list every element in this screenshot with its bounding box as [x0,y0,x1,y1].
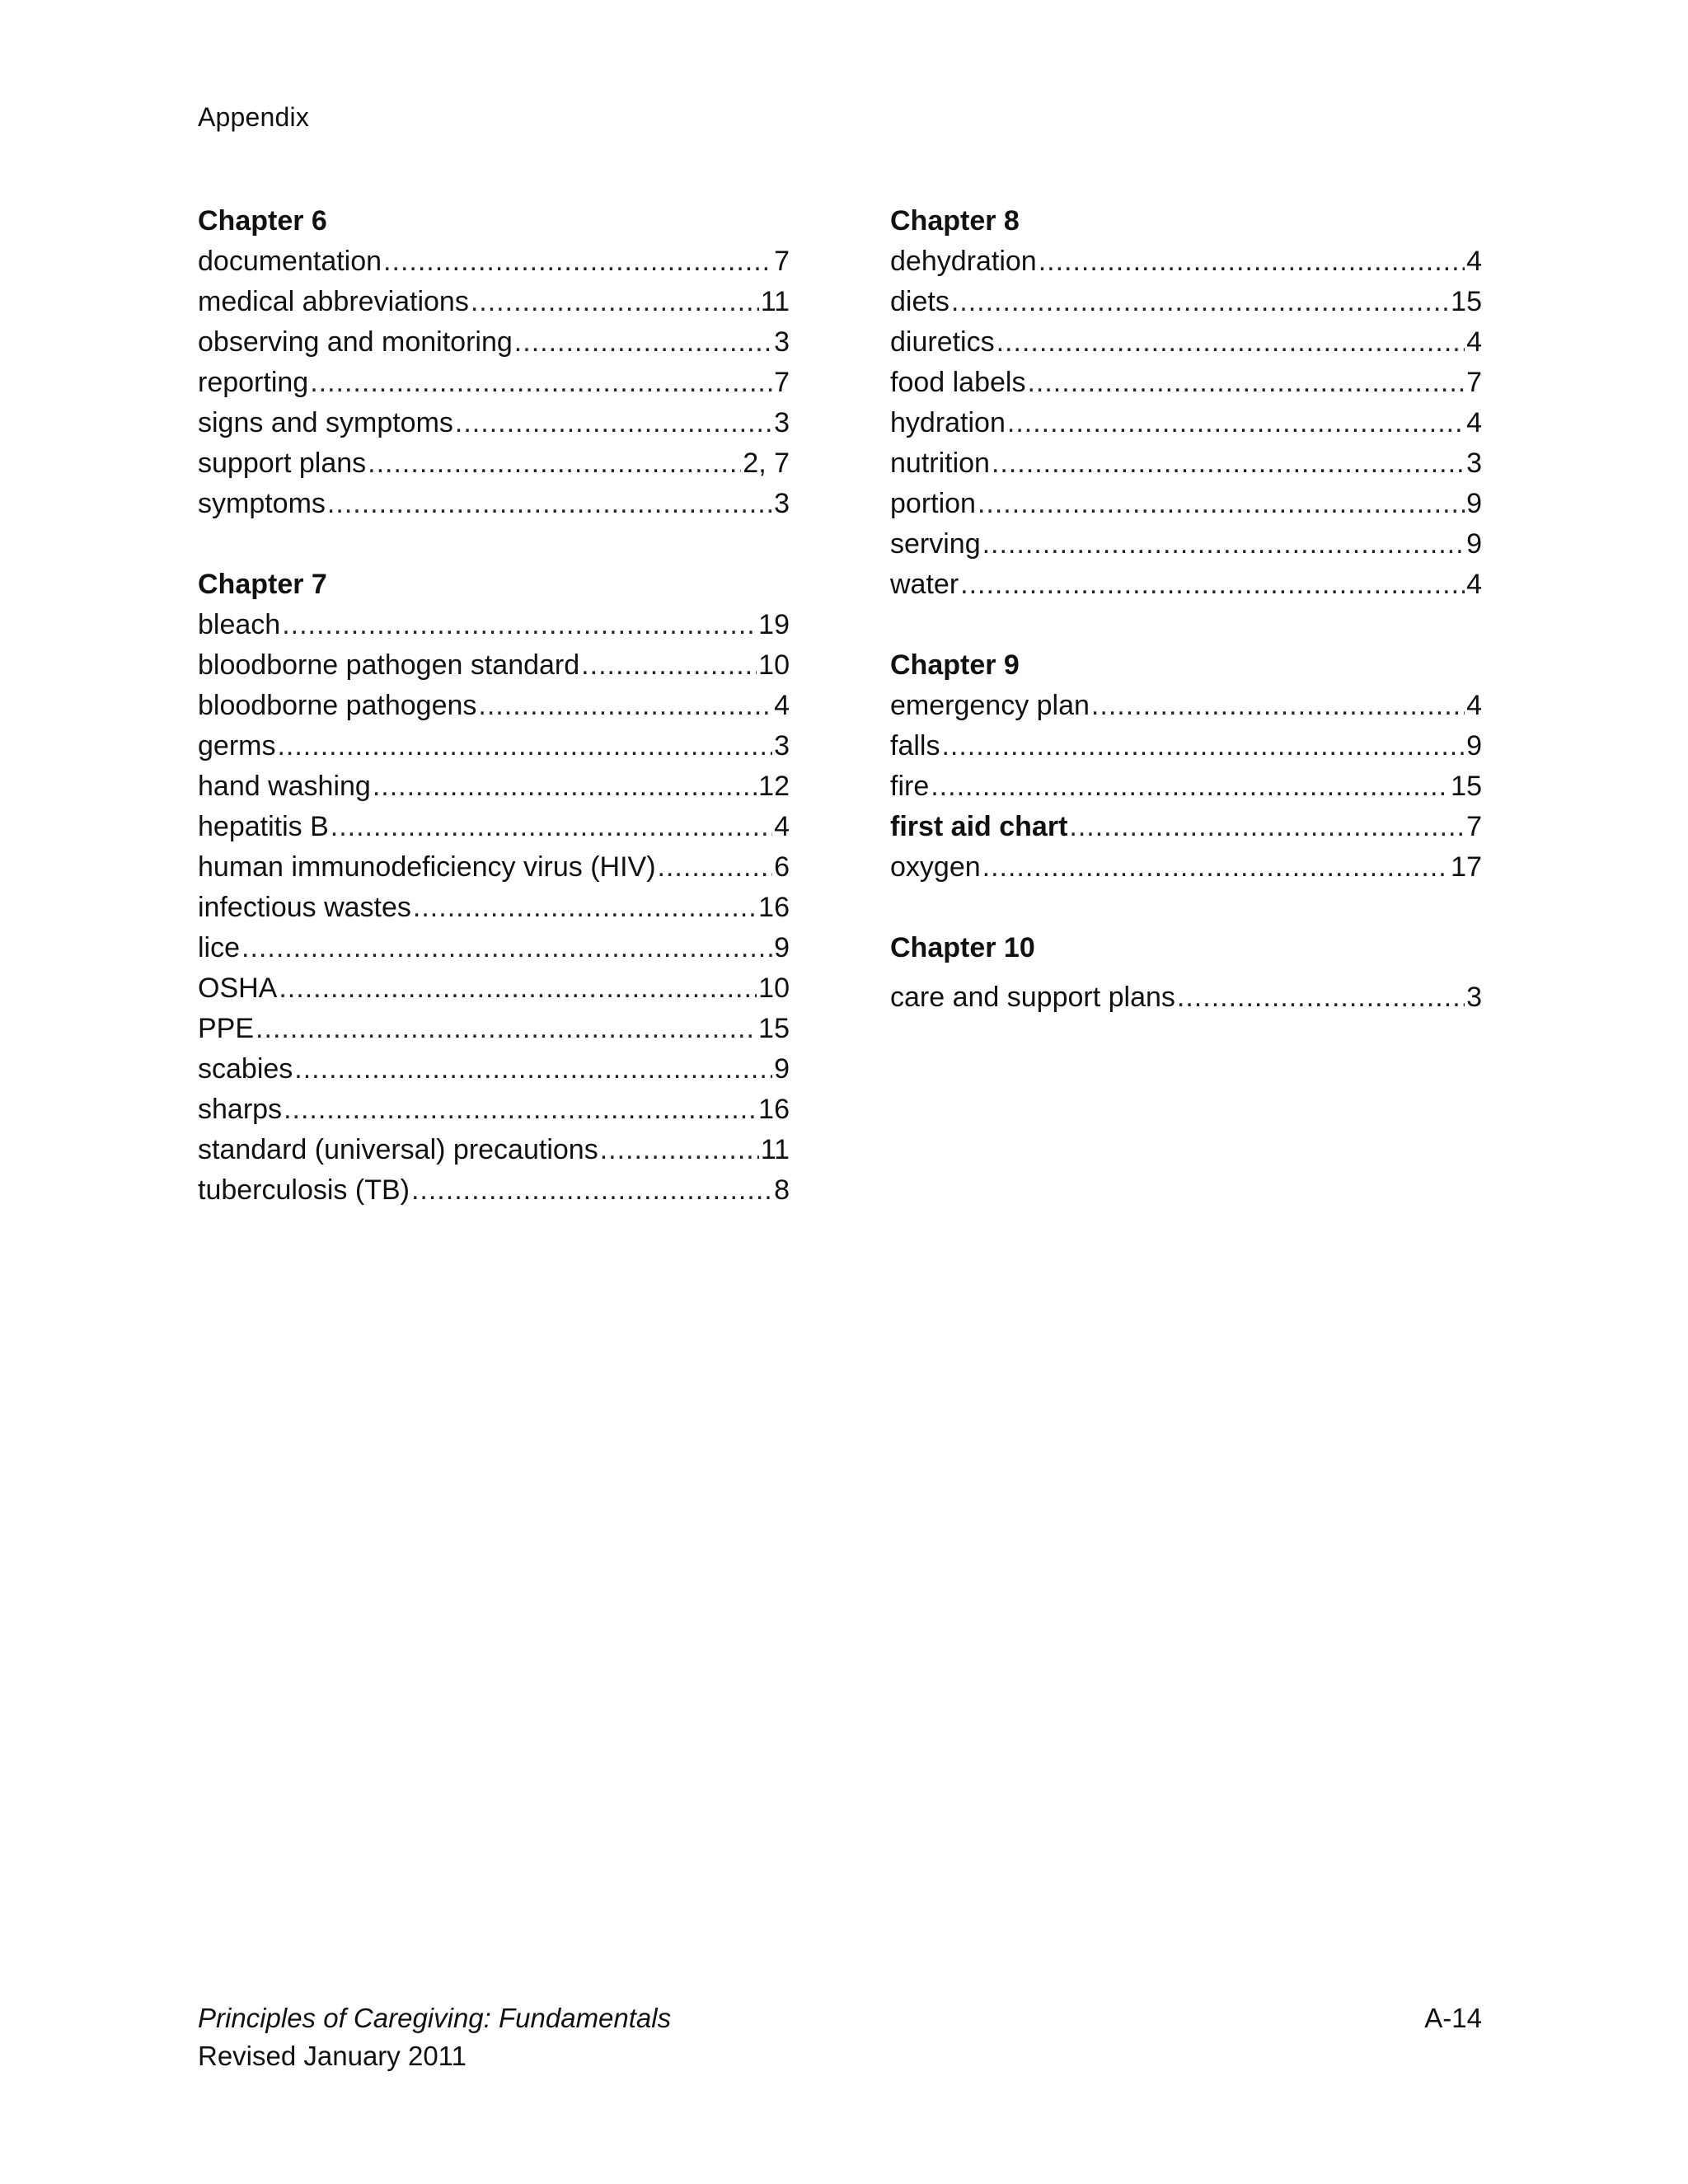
page-ref: 15 [1451,286,1482,317]
index-term: symptoms [198,488,326,519]
index-entry [890,686,1482,726]
dot-leader [331,807,772,847]
dot-leader [1069,807,1465,847]
section-heading: Chapter 6 [198,205,327,237]
dot-leader [581,645,757,686]
dot-leader [1177,977,1465,1018]
page-ref: 7 [774,367,790,398]
dot-leader [992,443,1465,484]
page-ref: 9 [1466,528,1482,560]
index-entry [198,645,790,686]
page-ref: 4 [1466,246,1482,277]
index-term: nutrition [890,448,990,479]
index-entry [890,807,1482,847]
index-section-chapter-6 [198,201,790,524]
index-term: hand washing [198,771,371,802]
dot-leader [413,888,757,928]
index-entry [890,443,1482,484]
page-ref: 4 [774,690,790,721]
dot-leader [256,1009,757,1049]
index-term: emergency plan [890,690,1090,721]
index-entry [890,524,1482,565]
index-entry [198,282,790,322]
index-entry [890,363,1482,403]
page-ref: 7 [1466,811,1482,842]
page-ref: 9 [1466,730,1482,762]
page-ref: 3 [774,407,790,438]
index-entry [198,968,790,1009]
dot-leader [241,928,772,968]
index-term: observing and monitoring [198,326,513,358]
index-entry [890,403,1482,443]
index-term: bloodborne pathogen standard [198,649,580,681]
dot-leader [941,726,1465,766]
page-ref: 9 [774,1053,790,1085]
section-heading: Chapter 10 [890,932,1035,963]
index-term: germs [198,730,276,762]
index-term: human immunodeficiency virus (HIV) [198,851,656,883]
index-column-right [890,201,1482,1018]
index-term: serving [890,528,981,560]
index-term: hepatitis B [198,811,329,842]
index-term: portion [890,488,976,519]
dot-leader [327,484,772,524]
index-term: sharps [198,1094,283,1125]
index-entry [198,443,790,484]
dot-leader [982,524,1465,565]
dot-leader [411,1170,772,1211]
dot-leader [279,968,757,1009]
page-number: A-14 [1424,2003,1482,2033]
page-ref: 9 [774,932,790,963]
index-term: bloodborne pathogens [198,690,477,721]
index-term: food labels [890,367,1026,398]
index-entry [198,363,790,403]
revision-date: Revised January 2011 [198,2041,467,2071]
index-entry [198,888,790,928]
page-ref: 15 [1451,771,1482,802]
index-term: documentation [198,246,382,277]
section-heading: Chapter 9 [890,649,1020,681]
index-term: water [890,569,959,600]
index-entry [890,847,1482,888]
index-term: lice [198,932,241,963]
index-entry [198,403,790,443]
dot-leader [931,766,1449,807]
index-entry [198,726,790,766]
page-ref: 16 [758,1094,790,1125]
dot-leader [951,282,1449,322]
page-ref: 4 [1466,690,1482,721]
dot-leader [658,847,773,888]
page-ref: 4 [1466,407,1482,438]
page-ref: 4 [774,811,790,842]
dot-leader [1007,403,1465,443]
index-entry [198,1009,790,1049]
page-ref: 10 [758,972,790,1004]
dot-leader [982,847,1450,888]
index-entry [198,928,790,968]
page-ref: 19 [758,609,790,640]
index-section-chapter-10 [890,928,1482,1018]
index-entry [198,322,790,363]
index-term: reporting [198,367,309,398]
index-entry [890,726,1482,766]
dot-leader [383,241,772,282]
index-entry [198,686,790,726]
index-section-chapter-7 [198,565,790,1211]
page-ref: 3 [774,326,790,358]
dot-leader [471,282,759,322]
index-term: diets [890,286,950,317]
dot-leader [1039,241,1465,282]
page-ref: 16 [758,892,790,923]
dot-leader [1027,363,1465,403]
index-term: standard (universal) precautions [198,1134,598,1165]
index-term: signs and symptoms [198,407,453,438]
index-entry [198,605,790,645]
dot-leader [960,565,1465,605]
index-entry [198,807,790,847]
page-ref: 10 [758,649,790,681]
index-term: oxygen [890,851,981,883]
section-heading: Chapter 8 [890,205,1020,237]
index-column-left [198,201,790,1211]
index-entry [198,1090,790,1130]
dot-leader [282,605,757,645]
section-heading: Chapter 7 [198,569,327,600]
running-header: Appendix [198,102,310,132]
dot-leader [368,443,741,484]
index-entry [890,977,1482,1018]
index-term: support plans [198,448,367,479]
index-term: PPE [198,1013,255,1044]
document-title: Principles of Caregiving: Fundamentals [198,2003,672,2033]
index-section-chapter-9 [890,645,1482,888]
page-ref: 15 [758,1013,790,1044]
dot-leader [455,403,772,443]
index-term: tuberculosis (TB) [198,1174,410,1206]
page-ref: 3 [774,488,790,519]
page-ref: 6 [774,851,790,883]
index-term: infectious wastes [198,892,411,923]
footer-left [198,1999,671,2075]
index-term: fire [890,771,930,802]
index-term: care and support plans [890,982,1175,1013]
index-term: first aid chart [890,811,1068,842]
page-ref: 7 [774,246,790,277]
page-ref: 4 [1466,569,1482,600]
dot-leader [514,322,772,363]
page-ref: 9 [1466,488,1482,519]
index-term: bleach [198,609,281,640]
index-term: scabies [198,1053,293,1085]
page-ref: 3 [1466,448,1482,479]
page-ref: 11 [760,1134,790,1165]
index-entry [890,766,1482,807]
page-ref: 12 [758,771,790,802]
index-entry [198,1130,790,1170]
dot-leader [1091,686,1465,726]
dot-leader [478,686,772,726]
index-entry [198,1049,790,1090]
dot-leader [978,484,1465,524]
index-entry [198,766,790,807]
dot-leader [600,1130,759,1170]
page-ref: 17 [1451,851,1482,883]
index-entry [890,241,1482,282]
index-entry [198,847,790,888]
index-entry [198,484,790,524]
page-ref: 3 [1466,982,1482,1013]
dot-leader [284,1090,757,1130]
dot-leader [310,363,772,403]
index-term: diuretics [890,326,995,358]
index-entry [198,1170,790,1211]
index-term: OSHA [198,972,278,1004]
page-ref: 4 [1466,326,1482,358]
index-entry [198,241,790,282]
index-entry [890,322,1482,363]
dot-leader [277,726,772,766]
dot-leader [373,766,757,807]
page-ref: 2, 7 [743,448,790,479]
index-term: falls [890,730,940,762]
dot-leader [996,322,1465,363]
index-entry [890,565,1482,605]
index-term: hydration [890,407,1006,438]
page-ref: 3 [774,730,790,762]
page-ref: 7 [1466,367,1482,398]
index-section-chapter-8 [890,201,1482,605]
index-term: dehydration [890,246,1037,277]
index-entry [890,484,1482,524]
dot-leader [294,1049,772,1090]
page-ref: 8 [774,1174,790,1206]
index-entry [890,282,1482,322]
page-ref: 11 [760,286,790,317]
index-term: medical abbreviations [198,286,469,317]
